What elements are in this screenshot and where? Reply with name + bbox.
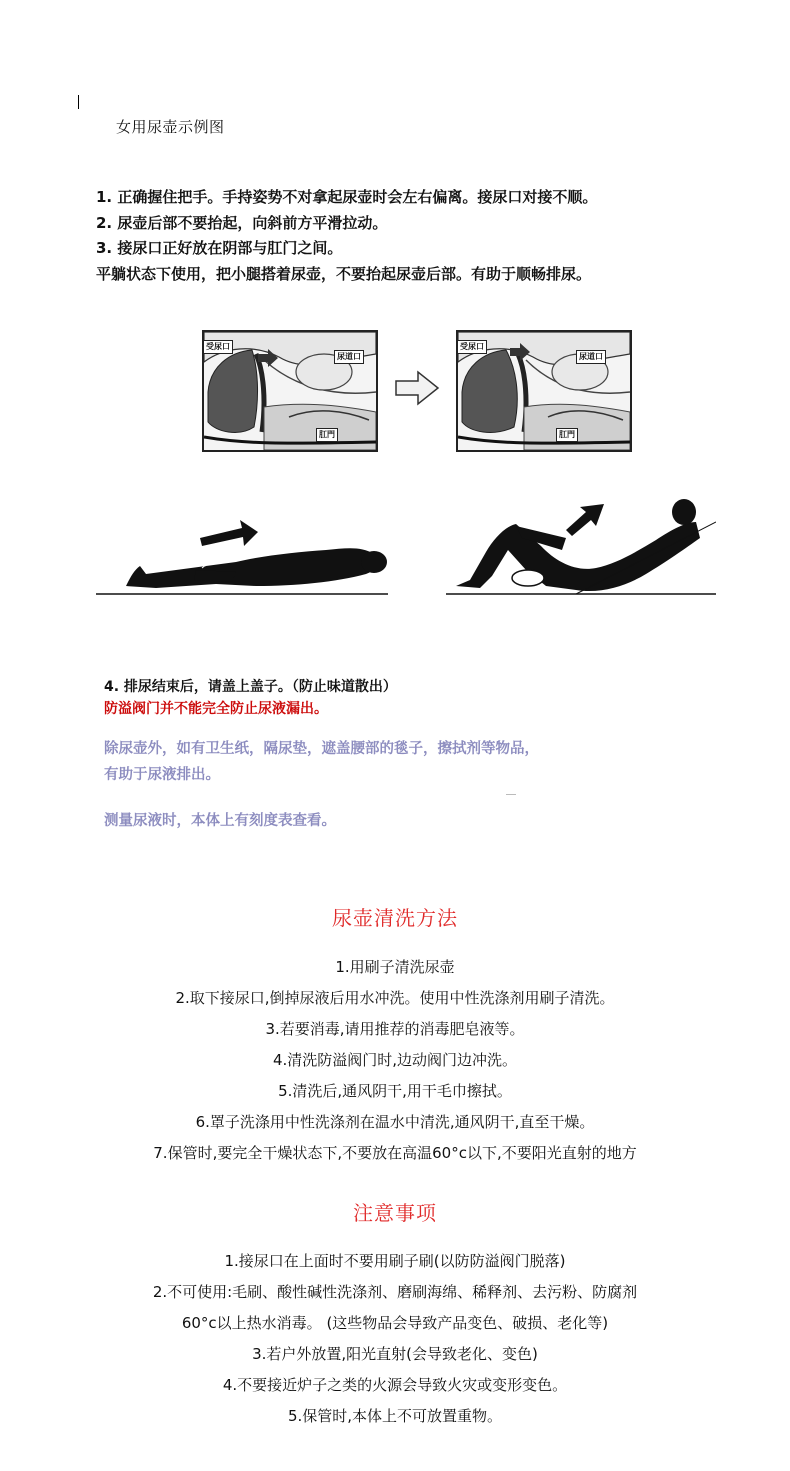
caution-item: 60°c以上热水消毒。 (这些物品会导致产品变色、破损、老化等) (181, 1314, 609, 1332)
cautions-list (0, 1246, 790, 1432)
step-3: 3. 接尿口正好放在阴部与肛门之间。 (96, 239, 343, 257)
note-line-1: 除尿壶外，如有卫生纸，隔尿垫，遮盖腰部的毯子，擦拭剂等物品， (104, 741, 539, 757)
step-4: 4. 排尿结束后，请盖上盖子。（防止味道散出） (104, 679, 397, 695)
cleaning-item: 3.若要消毒,请用推荐的消毒肥皂液等。 (265, 1020, 525, 1038)
label-anus: 肛門 (316, 428, 338, 442)
reclined-figure (456, 499, 716, 594)
step-4-block (104, 676, 397, 720)
caution-item: 5.保管时,本体上不可放置重物。 (287, 1407, 503, 1425)
cleaning-item: 6.罩子洗涤用中性洗涤剂在温水中清洗,通风阴干,直至干燥。 (195, 1113, 595, 1131)
label-receiver: 受尿口 (203, 340, 233, 354)
lying-pose-silhouettes (96, 490, 716, 605)
cleaning-item: 1.用刷子清洗尿壶 (335, 958, 455, 976)
usage-steps (96, 185, 597, 287)
cursor-mark (78, 95, 79, 109)
note-line-3: 测量尿液时，本体上有刻度表查看。 (104, 813, 336, 829)
stray-mark (506, 794, 516, 795)
diagram-before (202, 330, 378, 452)
transition-arrow-icon (394, 370, 440, 406)
diagram-after (456, 330, 632, 452)
page-title: 女用尿壶示例图 (116, 118, 225, 136)
usage-notes (104, 736, 539, 834)
cleaning-item: 4.清洗防溢阀门时,边动阀门边冲洗。 (272, 1051, 518, 1069)
label-urethra: 尿道口 (576, 350, 606, 364)
caution-item: 4.不要接近炉子之类的火源会导致火灾或变形变色。 (222, 1376, 568, 1394)
cleaning-item: 7.保管时,要完全干燥状态下,不要放在高温60°c以下,不要阳光直射的地方 (153, 1144, 637, 1162)
caution-item: 3.若户外放置,阳光直射(会导致老化、变色) (252, 1345, 538, 1363)
label-receiver: 受尿口 (457, 340, 487, 354)
valve-warning: 防溢阀门并不能完全防止尿液漏出。 (104, 701, 328, 717)
cleaning-item: 2.取下接尿口,倒掉尿液后用水冲洗。使用中性洗涤剂用刷子清洗。 (175, 989, 615, 1007)
step-2: 2. 尿壶后部不要抬起，向斜前方平滑拉动。 (96, 213, 388, 232)
cautions-title: 注意事项 (353, 1201, 437, 1225)
cleaning-list (0, 952, 790, 1169)
step-lying-tip: 平躺状态下使用，把小腿搭着尿壶，不要抬起尿壶后部。有助于顺畅排尿。 (96, 264, 592, 283)
cleaning-title: 尿壶清洗方法 (332, 906, 458, 930)
caution-item: 2.不可使用:毛刷、酸性碱性洗涤剂、磨刷海绵、稀释剂、去污粉、防腐剂 (152, 1283, 638, 1301)
caution-item: 1.接尿口在上面时不要用刷子刷(以防防溢阀门脱落) (224, 1252, 566, 1270)
label-anus: 肛門 (556, 428, 578, 442)
cleaning-item: 5.清洗后,通风阴干,用干毛巾擦拭。 (278, 1082, 512, 1100)
label-urethra: 尿道口 (334, 350, 364, 364)
step-1: 1. 正确握住把手。手持姿势不对拿起尿壶时会左右偏离。接尿口对接不顺。 (96, 188, 598, 206)
note-line-2: 有助于尿液排出。 (104, 767, 220, 783)
flat-lying-figure (126, 520, 387, 588)
